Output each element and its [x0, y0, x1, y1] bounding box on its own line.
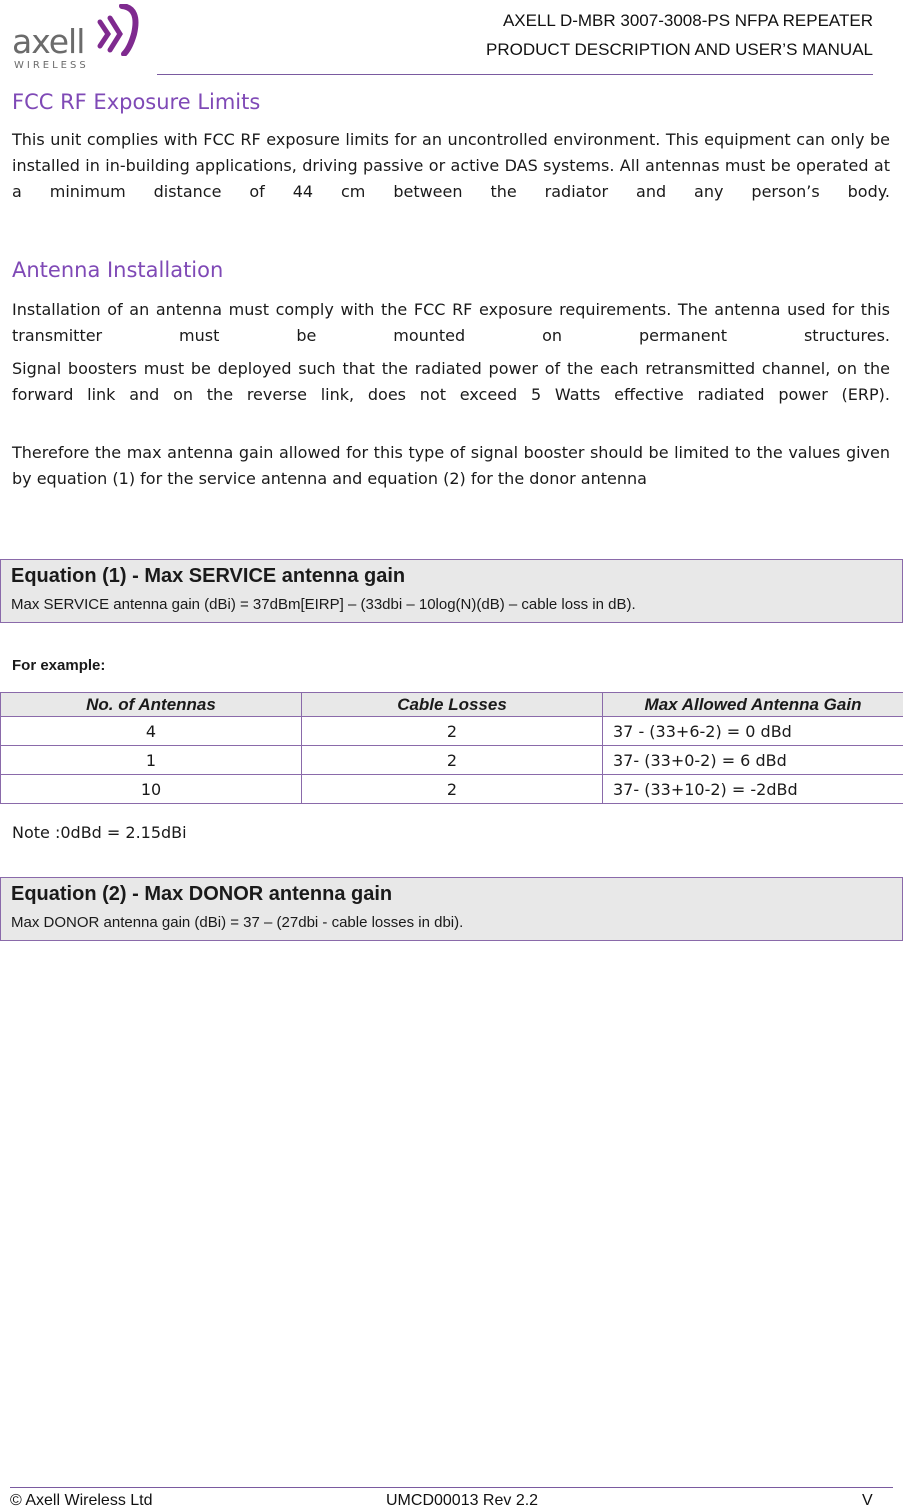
antenna-paragraph-1: Installation of an antenna must comply with the FCC RF exposure requirements. The antenna used for this transmitter must be mounted on permanent structures. — [12, 300, 890, 345]
table-cell: 37- (33+0-2) = 6 dBd — [603, 746, 903, 775]
table-cell: 4 — [1, 717, 302, 746]
table-row — [1, 717, 903, 746]
footer-document-id: UMCD00013 Rev 2.2 — [386, 1492, 539, 1509]
logo-subtitle: WIRELESS — [14, 60, 89, 71]
footer-page-number: V — [862, 1492, 873, 1509]
equation-2-title: Equation (2) - Max DONOR antenna gain — [11, 883, 393, 905]
table-cell: 10 — [1, 775, 302, 804]
conversion-note: Note :0dBd = 2.15dBi — [12, 823, 187, 842]
fcc-paragraph: This unit complies with FCC RF exposure limits for an uncontrolled environment. This equipment can only be installed in in-building applications, driving passive or active DAS systems. All antennas must be operated at a minimum distance of 44 cm between the radiator and any person’s body. — [12, 130, 890, 201]
table-cell: 1 — [1, 746, 302, 775]
equation-1-title: Equation (1) - Max SERVICE antenna gain — [11, 565, 406, 587]
footer-copyright: © Axell Wireless Ltd — [10, 1492, 153, 1509]
header-title-line2: PRODUCT DESCRIPTION AND USER’S MANUAL — [486, 40, 873, 59]
table-cell: 37- (33+10-2) = -2dBd — [603, 775, 903, 804]
section-heading-fcc: FCC RF Exposure Limits — [12, 90, 261, 114]
table-header-row — [1, 693, 903, 717]
equation-2-text: Max DONOR antenna gain (dBi) = 37 – (27dbi - cable losses in dbi). — [11, 914, 464, 931]
header-divider — [157, 74, 873, 75]
table-cell: 37 - (33+6-2) = 0 dBd — [603, 717, 903, 746]
antenna-paragraph-3: Therefore the max antenna gain allowed for this type of signal booster should be limited to the values given by equation (1) for the service antenna and equation (2) for the donor antenna — [12, 443, 890, 488]
footer-divider — [10, 1487, 893, 1488]
antenna-paragraph-2: Signal boosters must be deployed such that the radiated power of the each retransmitted channel, on the forward link and on the reverse link, does not exceed 5 Watts effective radiated power (ERP). — [12, 359, 890, 404]
column-header: No. of Antennas — [1, 693, 302, 717]
table-cell: 2 — [302, 717, 603, 746]
equation-2-box — [0, 877, 903, 941]
company-logo — [10, 4, 150, 72]
equation-1-text: Max SERVICE antenna gain (dBi) = 37dBm[EIRP] – (33dbi – 10log(N)(dB) – cable loss in dB). — [11, 596, 636, 613]
table-cell: 2 — [302, 775, 603, 804]
example-table — [0, 692, 903, 804]
column-header: Cable Losses — [302, 693, 603, 717]
header-title-line1: AXELL D-MBR 3007-3008-PS NFPA REPEATER — [502, 11, 873, 30]
table-row — [1, 746, 903, 775]
logo-wordmark: axell — [12, 22, 85, 61]
table-row — [1, 775, 903, 804]
example-label: For example: — [12, 657, 106, 674]
equation-1-box — [0, 559, 903, 623]
logo-chevrons-icon — [94, 4, 144, 56]
section-heading-antenna: Antenna Installation — [12, 258, 224, 282]
column-header: Max Allowed Antenna Gain — [603, 693, 903, 717]
table-cell: 2 — [302, 746, 603, 775]
